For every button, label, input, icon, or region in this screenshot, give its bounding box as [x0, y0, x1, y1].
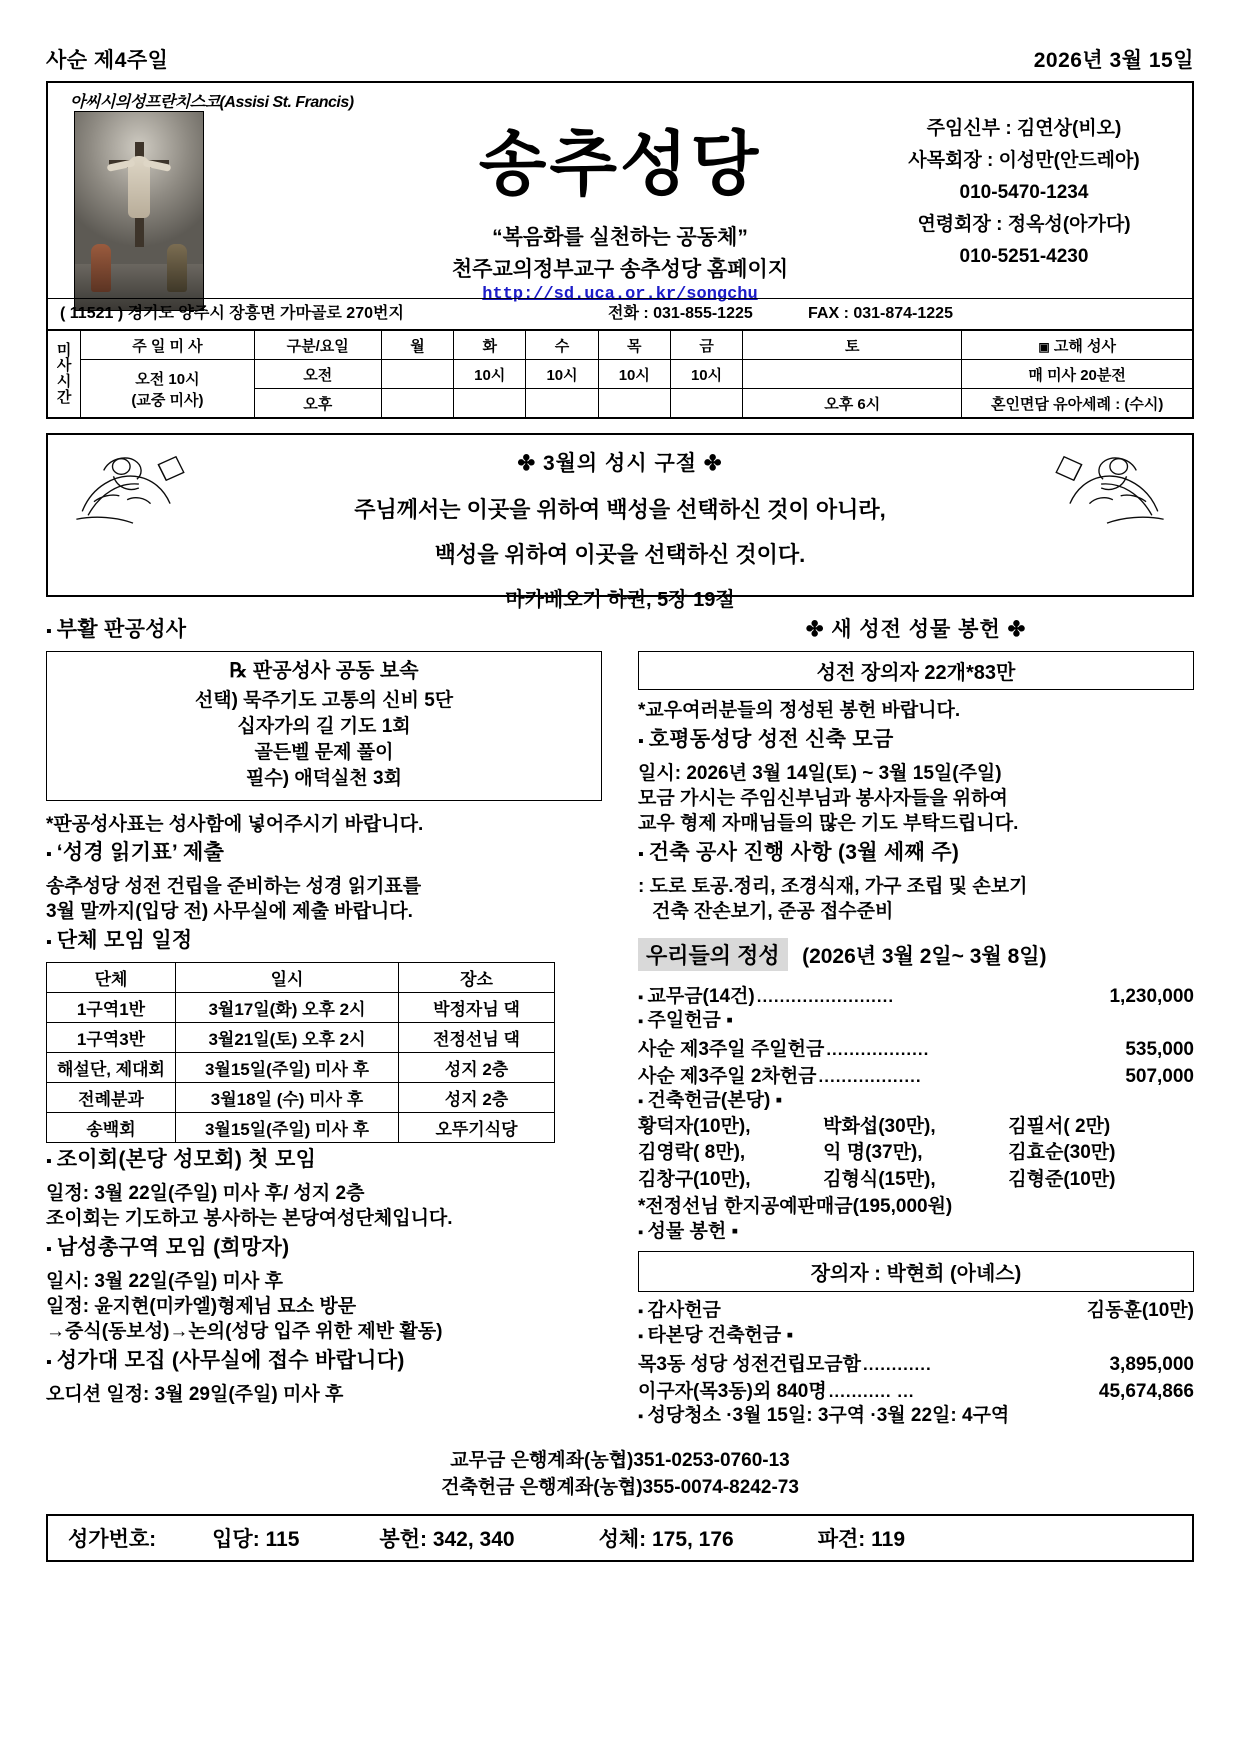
donor-name: 김창구(10만), — [638, 1168, 751, 1190]
bank-account-building: 건축헌금 은행계좌(농협)355-0074-8242-73 — [441, 1477, 799, 1499]
sunday-mass-time-note: (교중 미사) — [131, 391, 204, 409]
gyomugeum-row — [638, 981, 1194, 1008]
table-row — [47, 992, 555, 1022]
scripture-title: ✤ 3월의 성시 구절 ✤ — [517, 452, 723, 475]
sunday-mass-header: 주 일 미 사 — [81, 330, 254, 360]
section-group-meeting-title: ▪ 단체 모임 일정 — [46, 924, 602, 954]
pm-tue — [454, 389, 526, 419]
marriage-baptism-note: 혼인면담 유아세례 : (수시) — [962, 389, 1193, 419]
notice-columns — [46, 613, 1194, 1429]
table-row — [47, 1022, 555, 1052]
cell-group: 1구역3반 — [47, 1022, 176, 1052]
mass-schedule-table — [46, 329, 1194, 419]
sunday-offering-label: ▪ 주일헌금 ▪ — [638, 1008, 1194, 1034]
day-header-sat: 토 — [743, 330, 962, 360]
gyomugeum-label: ▪ 교무금(14건) — [638, 981, 755, 1008]
am-sat — [743, 360, 962, 389]
donor-name: 박화섭(30만), — [823, 1115, 936, 1137]
cell-datetime: 3월18일 (수) 미사 후 — [176, 1082, 399, 1112]
day-header-tue: 화 — [454, 330, 526, 360]
construction-line-2: 건축 잔손보기, 준공 접수준비 — [652, 901, 894, 923]
table-header-row — [47, 962, 555, 992]
cell-place: 성지 2층 — [399, 1082, 555, 1112]
donor-row — [638, 1114, 1194, 1141]
dot-leader: ............ — [863, 1355, 932, 1375]
sunday-offering-1-label: 사순 제3주일 주일헌금 — [638, 1039, 825, 1061]
staff-yeonryeong-chair: 연령회장 : 정옥성(아가다) — [917, 214, 1131, 235]
choir-line-1: 오디션 일정: 3월 29일(주일) 미사 후 — [46, 1384, 344, 1406]
cleaning-row — [638, 1403, 1194, 1429]
cell-datetime: 3월15일(주일) 미사 후 — [176, 1052, 399, 1082]
donor-grid — [638, 1114, 1194, 1194]
donor-name: 김형준(10만) — [1008, 1168, 1116, 1190]
parish-contact-line — [48, 298, 1192, 329]
hymn-offertory: 봉헌: 342, 340 — [379, 1527, 515, 1551]
section-bible-title: ▪ ‘성경 읽기표’ 제출 — [46, 836, 602, 866]
pm-label: 오후 — [254, 389, 381, 419]
donor-name: 김필서( 2만) — [1008, 1115, 1111, 1137]
cell-group: 전례분과 — [47, 1082, 176, 1112]
sincerity-header — [638, 938, 1194, 971]
hopyeong-line-1: 일시: 2026년 3월 14일(토) ~ 3월 15일(주일) — [638, 763, 1002, 785]
sunday-offering-2-label: 사순 제3주일 2차헌금 — [638, 1066, 817, 1088]
parish-fax: FAX : 031-874-1225 — [808, 305, 953, 322]
cell-group: 1구역1반 — [47, 992, 176, 1022]
parish-address: ( 11521 ) 경기도 양주시 장흥면 가마골로 270번지 — [60, 305, 404, 322]
thanks-offering-value: 김동훈(10만) — [1086, 1299, 1194, 1321]
bank-account-gyomugeum: 교무금 은행계좌(농협)351-0253-0760-13 — [450, 1449, 790, 1471]
penance-option-3: 골든벨 문제 풀이 — [254, 741, 394, 763]
section-penance-title: ▪ 부활 판공성사 — [46, 613, 602, 643]
am-wed: 10시 — [526, 360, 598, 389]
cell-place: 오뚜기식당 — [399, 1112, 555, 1142]
pm-fri — [670, 389, 742, 419]
parish-staff — [874, 119, 1174, 279]
donor-name: 황덕자(10만), — [638, 1115, 751, 1137]
cell-datetime: 3월17일(화) 오후 2시 — [176, 992, 399, 1022]
sunday-offering-row-2 — [638, 1061, 1194, 1088]
donor-row — [638, 1140, 1194, 1167]
parish-name: 송추성당 — [478, 125, 762, 203]
dot-leader: .................. — [818, 1067, 922, 1087]
angel-ornament-left — [74, 447, 192, 529]
other-parish-1-label: 목3동 성당 성전건립모금함 — [638, 1354, 862, 1376]
section-men-title: ▪ 남성총구역 모임 (희망자) — [46, 1231, 602, 1261]
sunday-mass-time — [81, 360, 254, 419]
day-header-wed: 수 — [526, 330, 598, 360]
donor-name: 김형식(15만), — [823, 1168, 936, 1190]
am-label: 오전 — [254, 360, 381, 389]
parish-homepage-link[interactable]: http://sd.uca.or.kr/songchu — [482, 285, 758, 304]
penance-required: 필수) 애덕실천 3회 — [246, 767, 402, 789]
sunday-offering-row-1 — [638, 1034, 1194, 1061]
sacramental-donor-box: 장의자 : 박현희 (아녜스) — [638, 1251, 1194, 1292]
pm-wed — [526, 389, 598, 419]
day-header-fri: 금 — [670, 330, 742, 360]
cell-datetime: 3월21일(토) 오후 2시 — [176, 1022, 399, 1052]
sincerity-period: (2026년 3월 2일~ 3월 8일) — [802, 945, 1047, 969]
scripture-reference: 마카베오기 하권, 5장 19절 — [505, 589, 735, 611]
cell-place: 전정선님 댁 — [399, 1022, 555, 1052]
offering-pew-box: 성전 장의자 22개*83만 — [638, 651, 1194, 690]
other-parish-row-2 — [638, 1376, 1194, 1403]
men-line-2: 일정: 윤지현(미카엘)형제님 묘소 방문 — [46, 1295, 357, 1317]
building-offering-label: ▪ 건축헌금(본당) ▪ — [638, 1088, 1194, 1114]
donor-name: 김효순(30만) — [1008, 1142, 1116, 1164]
cell-place: 성지 2층 — [399, 1052, 555, 1082]
section-joy-title: ▪ 조이회(본당 성모회) 첫 모임 — [46, 1143, 602, 1173]
sacramental-offering-title: ▪ 성물 봉헌 — [638, 1221, 726, 1242]
hopyeong-line-2: 모금 가시는 주임신부님과 봉사자들을 위하여 — [638, 788, 1008, 810]
bank-accounts — [46, 1447, 1194, 1502]
staff-pastor: 주임신부 : 김연상(비오) — [926, 118, 1122, 139]
pm-sat: 오후 6시 — [743, 389, 962, 419]
am-thu: 10시 — [598, 360, 670, 389]
col-datetime: 일시 — [176, 962, 399, 992]
penance-box — [46, 651, 602, 801]
confession-title: 고해 성사 — [1053, 337, 1116, 355]
staff-yeonryeong-chair-phone: 010-5251-4230 — [959, 246, 1089, 267]
parish-motto: “복음화를 실천하는 공동체” — [492, 226, 748, 249]
table-row — [47, 1052, 555, 1082]
penance-box-title: ℞ 판공성사 공동 보속 — [229, 660, 419, 682]
other-parish-2-label: 이구자(목3동)외 840명 — [638, 1381, 827, 1403]
am-mon — [381, 360, 453, 389]
table-row — [47, 1112, 555, 1142]
assisi-caption: 아씨시의성프란치스코(Assisi St. Francis) — [70, 94, 354, 111]
weekday-column-header: 구분/요일 — [254, 330, 381, 360]
parish-header — [46, 81, 1194, 331]
group-meeting-table — [46, 962, 555, 1143]
day-header-mon: 월 — [381, 330, 453, 360]
bible-line-2: 3월 말까지(입당 전) 사무실에 제출 바랍니다. — [46, 900, 413, 922]
sacramental-offering-label: ▪ 성물 봉헌 ▪ — [638, 1219, 1194, 1245]
men-line-3: →중식(동보성)→논의(성당 입주 위한 제반 활동) — [46, 1320, 443, 1342]
building-offering-title: ▪ 건축헌금(본당) — [638, 1090, 770, 1111]
right-column — [638, 613, 1194, 1429]
section-hopyeong-title: ▪ 호평동성당 성전 신축 모금 — [638, 723, 1194, 753]
pm-thu — [598, 389, 670, 419]
gyomugeum-amount: 1,230,000 — [1109, 986, 1194, 1008]
col-group: 단체 — [47, 962, 176, 992]
mass-time-vertical-label: 미 사 시 간 — [47, 330, 81, 418]
parish-homepage-label: 천주교의정부교구 송추성당 홈페이지 — [451, 258, 789, 281]
am-tue: 10시 — [454, 360, 526, 389]
cleaning-value: ·3월 15일: 3구역 ·3월 22일: 4구역 — [726, 1405, 1010, 1427]
confession-header: ▣ 고해 성사 — [962, 330, 1193, 360]
other-parish-title: ▪ 타본당 건축헌금 — [638, 1325, 781, 1346]
top-line — [46, 44, 1194, 81]
construction-line-1: : 도로 토공.정리, 조경식재, 가구 조립 및 손보기 — [638, 876, 1028, 898]
am-fri: 10시 — [670, 360, 742, 389]
sunday-offering-1-amount: 535,000 — [1125, 1039, 1194, 1061]
col-place: 장소 — [399, 962, 555, 992]
sunday-mass-time-main: 오전 10시 — [135, 370, 200, 388]
donor-name: 익 명(37만), — [823, 1142, 923, 1164]
liturgical-day: 사순 제4주일 — [46, 49, 169, 72]
penance-note: *판공성사표는 성사함에 넣어주시기 바랍니다. — [46, 813, 424, 835]
joy-line-1: 일정: 3월 22일(주일) 미사 후/ 성지 2층 — [46, 1182, 365, 1204]
offering-note: *교우여러분들의 정성된 봉헌 바랍니다. — [638, 700, 961, 721]
dot-leader: ........... ... — [828, 1382, 915, 1402]
cell-group: 송백회 — [47, 1112, 176, 1142]
other-parish-1-amount: 3,895,000 — [1109, 1354, 1194, 1376]
hymn-dismissal: 파견: 119 — [817, 1527, 906, 1551]
monthly-scripture-box — [46, 433, 1194, 611]
sunday-offering-2-amount: 507,000 — [1125, 1066, 1194, 1088]
joy-line-2: 조이회는 기도하고 봉사하는 본당여성단체입니다. — [46, 1207, 453, 1229]
hymn-numbers-box — [46, 1514, 1194, 1562]
left-column — [46, 613, 602, 1429]
thanks-offering-row — [638, 1298, 1194, 1324]
parish-phone: 전화 : 031-855-1225 — [608, 305, 753, 322]
cleaning-label: ▪ 성당청소 — [638, 1405, 721, 1426]
hymn-label: 성가번호: — [68, 1527, 157, 1551]
men-line-1: 일시: 3월 22일(주일) 미사 후 — [46, 1270, 283, 1292]
table-row — [47, 1082, 555, 1112]
hymn-communion: 성체: 175, 176 — [598, 1527, 734, 1551]
hopyeong-line-3: 교우 형제 자매님들의 많은 기도 부탁드립니다. — [638, 813, 1019, 835]
staff-council-chair: 사목회장 : 이성만(안드레아) — [908, 150, 1140, 171]
bible-line-1: 송추성당 성전 건립을 준비하는 성경 읽기표를 — [46, 875, 422, 897]
dot-leader: ........................ — [756, 987, 895, 1007]
offering-title: ✤ 새 성전 성물 봉헌 ✤ — [805, 618, 1027, 641]
hymn-entrance: 입당: 115 — [212, 1527, 300, 1551]
donor-name: 김영락( 8만), — [638, 1142, 746, 1164]
angel-ornament-right — [1048, 447, 1166, 529]
sunday-offering-title: ▪ 주일헌금 — [638, 1010, 721, 1031]
dot-leader: .................. — [826, 1040, 930, 1060]
cell-datetime: 3월15일(주일) 미사 후 — [176, 1112, 399, 1142]
penance-option-2: 십자가의 길 기도 1회 — [237, 716, 411, 738]
day-header-thu: 목 — [598, 330, 670, 360]
other-parish-2-amount: 45,674,866 — [1098, 1381, 1194, 1403]
donor-note: *전정선님 한지공예판매금(195,000원) — [638, 1195, 953, 1217]
section-construction-title: ▪ 건축 공사 진행 사항 (3월 세째 주) — [638, 836, 1194, 866]
staff-council-chair-phone: 010-5470-1234 — [959, 182, 1089, 203]
other-parish-label: ▪ 타본당 건축헌금 ▪ — [638, 1323, 1194, 1349]
cell-group: 해설단, 제대회 — [47, 1052, 176, 1082]
penance-option-1: 선택) 묵주기도 고통의 신비 5단 — [194, 690, 454, 712]
scripture-line-2: 백성을 위하여 이곳을 선택하신 것이다. — [434, 542, 806, 567]
other-parish-row-1 — [638, 1349, 1194, 1376]
bulletin-date: 2026년 3월 15일 — [1033, 49, 1194, 72]
thanks-offering-label: ▪ 감사헌금 — [638, 1298, 721, 1324]
confession-time: 매 미사 20분전 — [962, 360, 1193, 389]
section-choir-title: ▪ 성가대 모집 (사무실에 접수 바랍니다) — [46, 1344, 602, 1374]
sincerity-label: 우리들의 정성 — [638, 938, 788, 971]
donor-row — [638, 1167, 1194, 1194]
scripture-line-1: 주님께서는 이곳을 위하여 백성을 선택하신 것이 아니라, — [354, 497, 886, 522]
cell-place: 박정자님 댁 — [399, 992, 555, 1022]
pm-mon — [381, 389, 453, 419]
